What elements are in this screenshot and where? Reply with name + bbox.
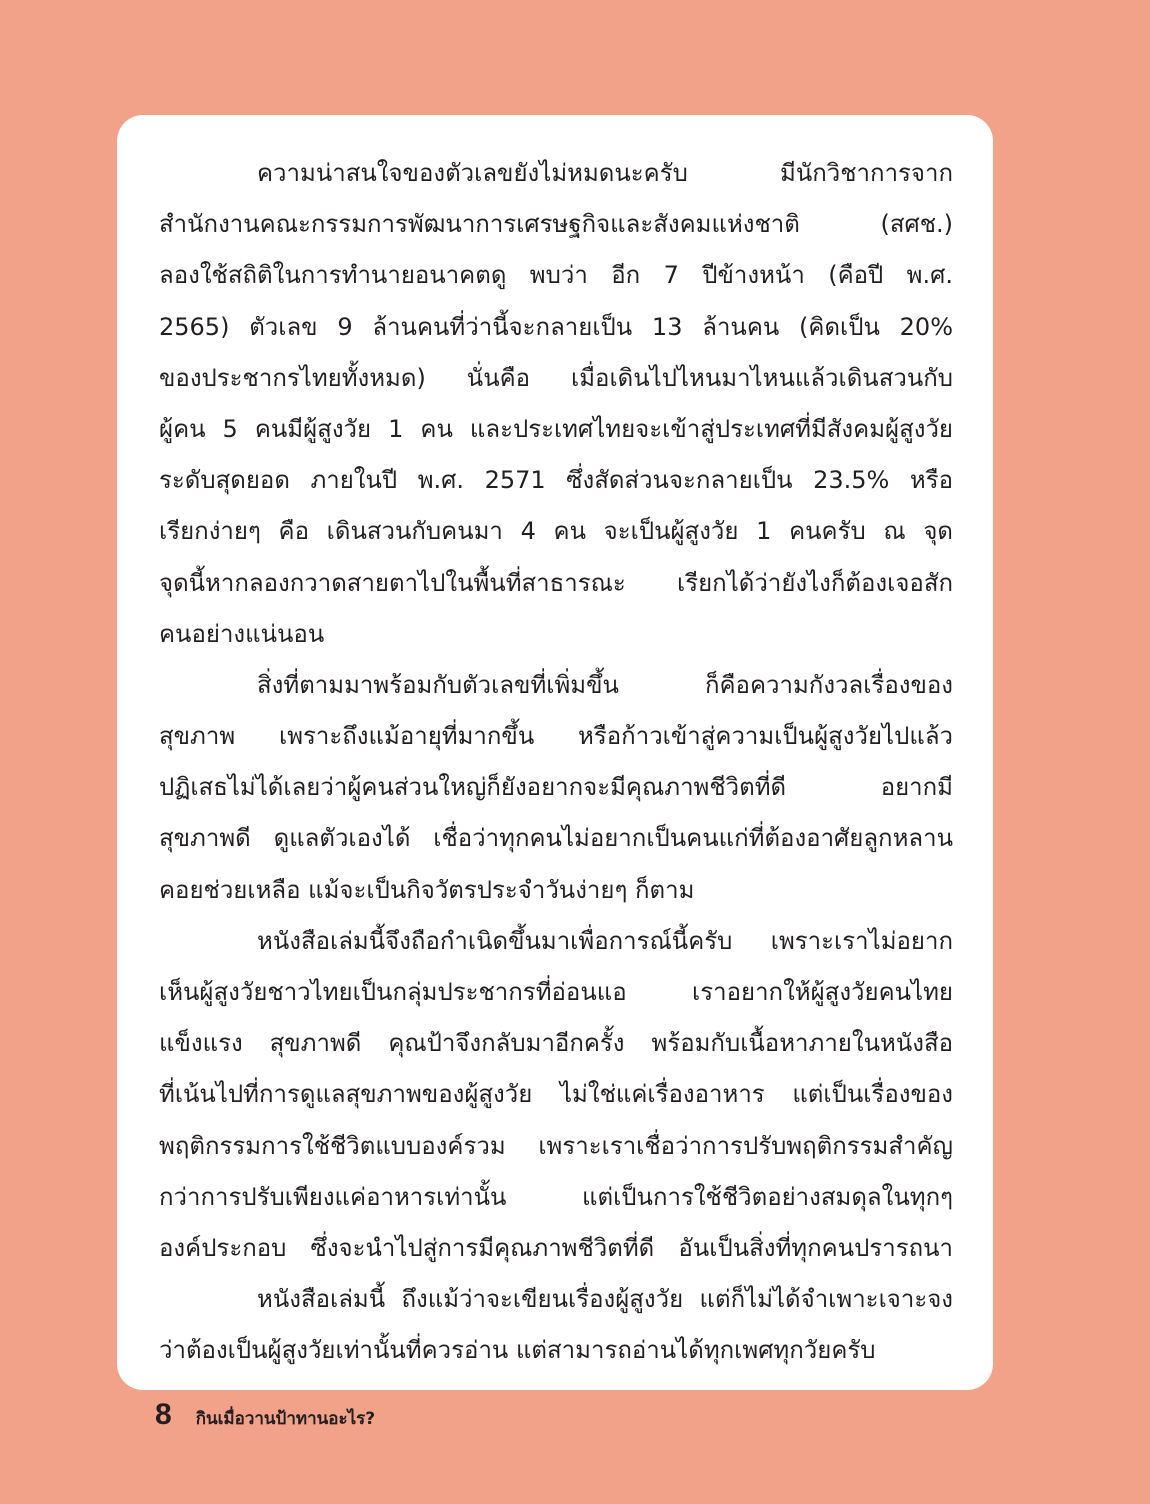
page-footer — [155, 1398, 375, 1438]
text-line: องค์ประกอบ ซึ่งจะนำไปสู่การมีคุณภาพชีวิตที่ดี อันเป็นสิ่งที่ทุกคนปรารถนา — [159, 1233, 953, 1262]
text-line: 2565) ตัวเลข 9 ล้านคนที่ว่านี้จะกลายเป็น 13 ล้านคน (คิดเป็น 20% — [159, 312, 953, 341]
text-line: สุขภาพ เพราะถึงแม้อายุที่มากขึ้น หรือก้าวเข้าสู่ความเป็นผู้สูงวัยไปแล้ว — [159, 722, 953, 751]
book-title: กินเมื่อวานป้าทานอะไร? — [195, 1409, 376, 1429]
text-line: ผู้คน 5 คนมีผู้สูงวัย 1 คน และประเทศไทยจะเข้าสู่ประเทศที่มีสังคมผู้สูงวัย — [159, 414, 953, 443]
paragraph-1 — [159, 148, 953, 660]
text-line: หนังสือเล่มนี้จึงถือกำเนิดขึ้นมาเพื่อการณ์นี้ครับ เพราะเราไม่อยาก — [257, 926, 953, 955]
page-number: 8 — [155, 1398, 172, 1431]
text-line: หนังสือเล่มนี้ ถึงแม้ว่าจะเขียนเรื่องผู้สูงวัย แต่ก็ไม่ได้จำเพาะเจาะจง — [257, 1285, 953, 1314]
text-line: ระดับสุดยอด ภายในปี พ.ศ. 2571 ซึ่งสัดส่วนจะกลายเป็น 23.5% หรือ — [159, 466, 953, 495]
text-line: สำนักงานคณะกรรมการพัฒนาการเศรษฐกิจและสังคมแห่งชาติ (สศช.) — [159, 210, 953, 239]
text-card — [117, 115, 993, 1390]
text-line: ลองใช้สถิติในการทำนายอนาคตดู พบว่า อีก 7 ปีข้างหน้า (คือปี พ.ศ. — [159, 261, 953, 290]
text-line: คนอย่างแน่นอน — [159, 619, 325, 648]
text-line: แข็งแรง สุขภาพดี คุณป้าจึงกลับมาอีกครั้ง พร้อมกับเนื้อหาภายในหนังสือ — [159, 1029, 953, 1058]
text-line: เรียกง่ายๆ คือ เดินสวนกับคนมา 4 คน จะเป็นผู้สูงวัย 1 คนครับ ณ จุด — [159, 517, 953, 546]
text-line: ที่เน้นไปที่การดูแลสุขภาพของผู้สูงวัย ไม่ใช่แค่เรื่องอาหาร แต่เป็นเรื่องของ — [159, 1080, 953, 1109]
text-line: สิ่งที่ตามมาพร้อมกับตัวเลขที่เพิ่มขึ้น ก็คือความกังวลเรื่องของ — [257, 670, 953, 699]
text-line: สุขภาพดี ดูแลตัวเองได้ เชื่อว่าทุกคนไม่อยากเป็นคนแก่ที่ต้องอาศัยลูกหลาน — [159, 824, 953, 853]
text-line: คอยช่วยเหลือ แม้จะเป็นกิจวัตรประจำวันง่ายๆ ก็ตาม — [159, 875, 695, 904]
paragraph-2 — [159, 660, 953, 916]
paragraph-3 — [159, 916, 953, 1274]
text-line: กว่าการปรับเพียงแค่อาหารเท่านั้น แต่เป็นการใช้ชีวิตอย่างสมดุลในทุกๆ — [159, 1182, 953, 1211]
text-line: ของประชากรไทยทั้งหมด) นั่นคือ เมื่อเดินไปไหนมาไหนแล้วเดินสวนกับ — [159, 363, 953, 392]
text-line: จุดนี้หากลองกวาดสายตาไปในพื้นที่สาธารณะ เรียกได้ว่ายังไงก็ต้องเจอสัก — [159, 568, 953, 597]
text-line: ปฏิเสธไม่ได้เลยว่าผู้คนส่วนใหญ่ก็ยังอยากจะมีคุณภาพชีวิตที่ดี อยากมี — [159, 773, 953, 802]
paragraph-4 — [159, 1274, 953, 1376]
text-line: เห็นผู้สูงวัยชาวไทยเป็นกลุ่มประชากรที่อ่อนแอ เราอยากให้ผู้สูงวัยคนไทย — [159, 978, 953, 1006]
text-line: ความน่าสนใจของตัวเลขยังไม่หมดนะครับ มีนักวิชาการจาก — [257, 159, 953, 187]
text-line: ว่าต้องเป็นผู้สูงวัยเท่านั้นที่ควรอ่าน แต่สามารถอ่านได้ทุกเพศทุกวัยครับ — [159, 1336, 876, 1365]
text-line: พฤติกรรมการใช้ชีวิตแบบองค์รวม เพราะเราเชื่อว่าการปรับพฤติกรรมสำคัญ — [159, 1131, 953, 1160]
